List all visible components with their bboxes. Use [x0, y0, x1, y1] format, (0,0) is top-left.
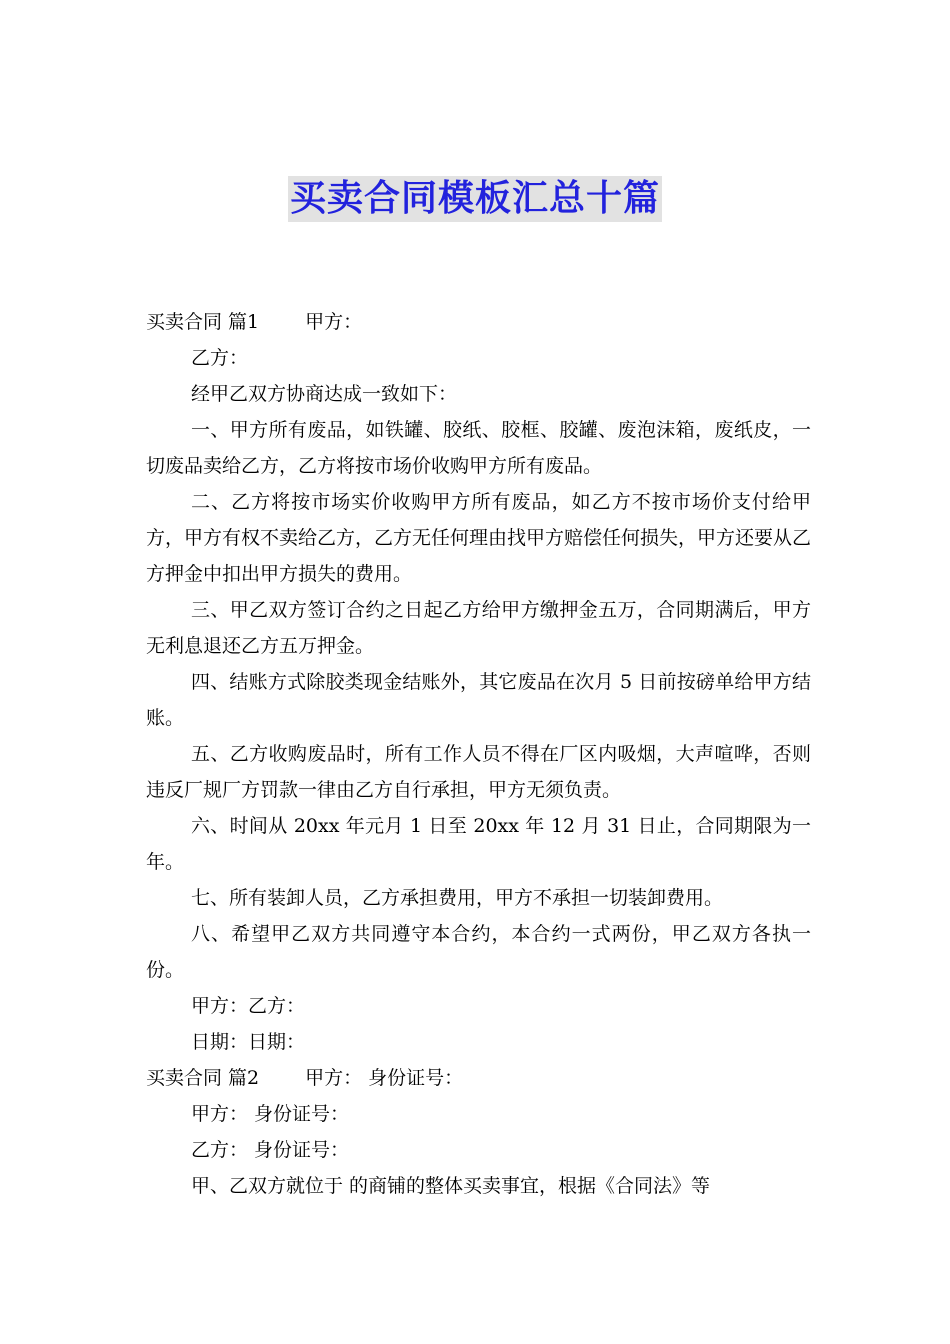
- contract-1-signature: 甲方：乙方：: [191, 995, 306, 1017]
- contract-1-clause-6: 六、时间从 20xx 年元月 1 日至 20xx 年 12 月 31 日止，合同期限为一年。: [146, 815, 811, 873]
- contract-2-intro: 甲、乙双方就位于 的商铺的整体买卖事宜，根据《合同法》等: [191, 1175, 711, 1197]
- contract-1-clause-8: 八、希望甲乙双方共同遵守本合约，本合约一式两份，甲乙双方各执一份。: [146, 923, 811, 981]
- contract-2-party-a-id: 甲方： 身份证号：: [305, 1067, 464, 1089]
- contract-1-heading: 买卖合同 篇1: [146, 311, 260, 333]
- contract-2-heading: 买卖合同 篇2: [146, 1067, 260, 1089]
- document-title: 买卖合同模板汇总十篇: [288, 176, 662, 222]
- contract-1-clause-3: 三、甲乙双方签订合约之日起乙方给甲方缴押金五万，合同期满后，甲方无利息退还乙方五万押金。: [146, 599, 811, 657]
- title-container: [0, 176, 950, 222]
- contract-2-heading-line: [146, 1060, 811, 1096]
- contract-1-clause-2: 二、乙方将按市场实价收购甲方所有废品，如乙方不按市场价支付给甲方，甲方有权不卖给乙方，乙方无任何理由找甲方赔偿任何损失，甲方还要从乙方押金中扣出甲方损失的费用。: [146, 491, 812, 585]
- contract-1-clause-1: 一、甲方所有废品，如铁罐、胶纸、胶框、胶罐、废泡沫箱，废纸皮，一切废品卖给乙方，乙方将按市场价收购甲方所有废品。: [146, 419, 811, 477]
- contract-2-party-a-line: 甲方： 身份证号：: [191, 1103, 350, 1125]
- contract-1-clause-5: 五、乙方收购废品时，所有工作人员不得在厂区内吸烟，大声喧哗，否则违反厂规厂方罚款一律由乙方自行承担，甲方无须负责。: [146, 743, 811, 801]
- contract-1-heading-line: [146, 304, 811, 340]
- contract-1-date: 日期：日期：: [191, 1031, 306, 1053]
- document-body: [146, 304, 811, 1204]
- contract-1-clause-4: 四、结账方式除胶类现金结账外，其它废品在次月 5 日前按磅单给甲方结账。: [146, 671, 811, 729]
- contract-1-clause-7: 七、所有装卸人员，乙方承担费用，甲方不承担一切装卸费用。: [191, 887, 724, 909]
- contract-1-party-b: 乙方：: [191, 347, 249, 369]
- contract-1-party-a: 甲方：: [305, 311, 363, 333]
- contract-2-party-b-line: 乙方： 身份证号：: [191, 1139, 350, 1161]
- contract-1-intro: 经甲乙双方协商达成一致如下：: [191, 383, 458, 405]
